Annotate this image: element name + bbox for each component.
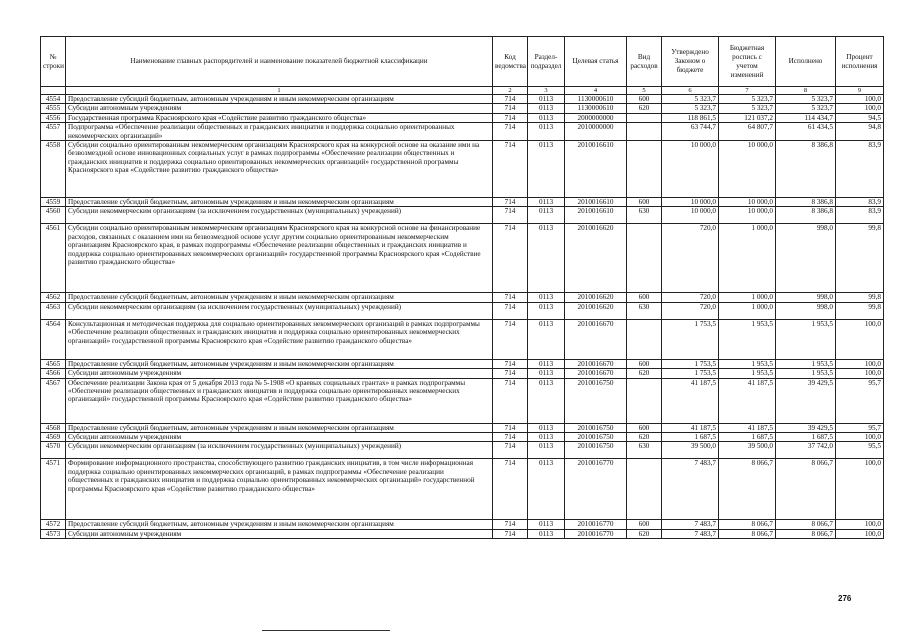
row-percent: 100,0 — [836, 369, 884, 378]
row-executed: 114 434,7 — [776, 113, 836, 122]
table-row — [41, 423, 884, 432]
row-target-item: 2010016610 — [565, 141, 627, 198]
row-percent: 100,0 — [836, 104, 884, 113]
row-section: 0113 — [528, 442, 565, 459]
row-section: 0113 — [528, 369, 565, 378]
row-percent: 99,8 — [836, 293, 884, 302]
row-executed: 37 742,0 — [776, 442, 836, 459]
row-expense-type: 630 — [627, 302, 662, 319]
row-expense-type: 600 — [627, 359, 662, 368]
row-target-item: 2010016770 — [565, 459, 627, 520]
row-approved: 1 753,5 — [662, 369, 719, 378]
table-header-row — [41, 37, 884, 87]
column-number: 6 — [662, 87, 719, 95]
row-budget-list: 5 323,7 — [719, 104, 776, 113]
row-target-item: 2010016670 — [565, 369, 627, 378]
row-percent: 100,0 — [836, 433, 884, 442]
row-number: 4555 — [41, 104, 66, 113]
table-row — [41, 442, 884, 459]
row-target-item: 2010016750 — [565, 442, 627, 459]
row-number: 4557 — [41, 123, 66, 141]
row-budget-list: 64 807,7 — [719, 123, 776, 141]
row-expense-type — [627, 378, 662, 423]
row-section: 0113 — [528, 459, 565, 520]
column-number: 3 — [528, 87, 565, 95]
row-percent: 100,0 — [836, 520, 884, 529]
row-target-item: 2000000000 — [565, 113, 627, 122]
table-row — [41, 433, 884, 442]
row-dept-code: 714 — [493, 113, 528, 122]
row-name: Субсидии автономным учреждениям — [66, 104, 493, 113]
row-target-item: 2010016610 — [565, 198, 627, 207]
row-section: 0113 — [528, 319, 565, 359]
row-approved: 10 000,0 — [662, 141, 719, 198]
row-expense-type — [627, 113, 662, 122]
row-approved: 7 483,7 — [662, 520, 719, 529]
row-budget-list: 1 000,0 — [719, 293, 776, 302]
row-approved: 7 483,7 — [662, 459, 719, 520]
column-number: 9 — [836, 87, 884, 95]
row-percent: 100,0 — [836, 529, 884, 538]
row-budget-list: 1 000,0 — [719, 302, 776, 319]
row-dept-code: 714 — [493, 359, 528, 368]
row-approved: 5 323,7 — [662, 95, 719, 104]
row-executed: 8 066,7 — [776, 529, 836, 538]
table-row — [41, 369, 884, 378]
row-dept-code: 714 — [493, 369, 528, 378]
row-budget-list: 1 953,5 — [719, 319, 776, 359]
row-approved: 5 323,7 — [662, 104, 719, 113]
row-executed: 39 429,5 — [776, 423, 836, 432]
table-row — [41, 319, 884, 359]
row-executed: 998,0 — [776, 224, 836, 293]
row-dept-code: 714 — [493, 95, 528, 104]
row-dept-code: 714 — [493, 529, 528, 538]
row-name: Предоставление субсидий бюджетным, автономным учреждениям и иным некоммерческим организациям — [66, 198, 493, 207]
row-approved: 39 500,0 — [662, 442, 719, 459]
header-percent: Процент исполнения — [836, 37, 884, 87]
row-approved: 720,0 — [662, 224, 719, 293]
row-percent: 83,9 — [836, 198, 884, 207]
row-number: 4558 — [41, 141, 66, 198]
row-name: Субсидии автономным учреждениям — [66, 369, 493, 378]
table-row — [41, 95, 884, 104]
row-expense-type: 620 — [627, 369, 662, 378]
row-name: Консультационная и методическая поддержка для социально ориентированных некоммерческих организаций в рамках подпрограммы «Обеспечение реализации общественных и гражданских инициатив и поддержка социально ориентированных некоммерческих организаций» государственной программы Красноярского края «Содействие развитию гражданского общества» — [66, 319, 493, 359]
row-percent: 100,0 — [836, 95, 884, 104]
row-name: Субсидии некоммерческим организациям (за исключением государственных (муниципальных) учреждений) — [66, 442, 493, 459]
row-dept-code: 714 — [493, 378, 528, 423]
row-budget-list: 10 000,0 — [719, 141, 776, 198]
row-expense-type: 620 — [627, 433, 662, 442]
row-section: 0113 — [528, 378, 565, 423]
row-expense-type — [627, 123, 662, 141]
row-target-item: 2010016610 — [565, 207, 627, 224]
row-target-item: 2010016670 — [565, 319, 627, 359]
row-executed: 8 386,8 — [776, 207, 836, 224]
table-row — [41, 529, 884, 538]
header-section: Раздел-подраздел — [528, 37, 565, 87]
row-approved: 720,0 — [662, 302, 719, 319]
row-dept-code: 714 — [493, 293, 528, 302]
row-name: Субсидии социально ориентированным некоммерческим организациям Красноярского края на конкурсной основе на финансирование расходов, связанных с оказанием ими на безвозмездной основе услуг другим социально ориентированным некоммерческим организациям Красноярского края, в рамках подпрограммы «Обеспечение реализации общественных и гражданских инициатив и поддержка социально ориентированных некоммерческих организаций» государственной программы Красноярского края «Содействие развитию гражданского общества» — [66, 224, 493, 293]
row-target-item: 2010016670 — [565, 359, 627, 368]
row-name: Государственная программа Красноярского края «Содействие развитию гражданского общества» — [66, 113, 493, 122]
row-dept-code: 714 — [493, 442, 528, 459]
column-number: 8 — [776, 87, 836, 95]
row-percent: 95,5 — [836, 442, 884, 459]
row-executed: 8 386,8 — [776, 198, 836, 207]
row-budget-list: 1 953,5 — [719, 359, 776, 368]
row-dept-code: 714 — [493, 319, 528, 359]
row-number: 4573 — [41, 529, 66, 538]
row-number: 4563 — [41, 302, 66, 319]
budget-table — [40, 36, 884, 539]
row-executed: 1 953,5 — [776, 359, 836, 368]
row-number: 4566 — [41, 369, 66, 378]
row-budget-list: 10 000,0 — [719, 207, 776, 224]
row-executed: 5 323,7 — [776, 104, 836, 113]
table-row — [41, 378, 884, 423]
row-section: 0113 — [528, 207, 565, 224]
row-expense-type: 600 — [627, 520, 662, 529]
row-budget-list: 5 323,7 — [719, 95, 776, 104]
row-expense-type — [627, 141, 662, 198]
row-executed: 8 066,7 — [776, 520, 836, 529]
column-number: 4 — [565, 87, 627, 95]
row-percent: 94,8 — [836, 123, 884, 141]
row-approved: 41 187,5 — [662, 423, 719, 432]
row-section: 0113 — [528, 123, 565, 141]
row-number: 4556 — [41, 113, 66, 122]
row-budget-list: 8 066,7 — [719, 459, 776, 520]
row-section: 0113 — [528, 529, 565, 538]
row-dept-code: 714 — [493, 198, 528, 207]
row-name: Подпрограмма «Обеспечение реализации общественных и гражданских инициатив и поддержка социально ориентированных некоммерческих организаций» — [66, 123, 493, 141]
row-number: 4567 — [41, 378, 66, 423]
table-row — [41, 198, 884, 207]
row-executed: 1 953,5 — [776, 369, 836, 378]
row-executed: 998,0 — [776, 302, 836, 319]
row-dept-code: 714 — [493, 520, 528, 529]
row-expense-type: 600 — [627, 293, 662, 302]
table-row — [41, 293, 884, 302]
row-section: 0113 — [528, 198, 565, 207]
row-approved: 63 744,7 — [662, 123, 719, 141]
table-row — [41, 359, 884, 368]
table-row — [41, 113, 884, 122]
row-executed: 1 687,5 — [776, 433, 836, 442]
row-executed: 39 429,5 — [776, 378, 836, 423]
row-approved: 720,0 — [662, 293, 719, 302]
row-section: 0113 — [528, 141, 565, 198]
row-name: Субсидии автономным учреждениям — [66, 433, 493, 442]
column-number: 2 — [493, 87, 528, 95]
row-percent: 83,9 — [836, 207, 884, 224]
row-section: 0113 — [528, 423, 565, 432]
row-number: 4565 — [41, 359, 66, 368]
row-dept-code: 714 — [493, 459, 528, 520]
row-name: Субсидии социально ориентированным некоммерческим организациям Красноярского края на конкурсной основе на оказание ими на безвозмездной основе инновационных социальных услуг в рамках подпрограммы «Обеспечение реализации общественных и гражданских инициатив и поддержка социально ориентированных некоммерческих организаций» государственной программы Красноярского края «Содействие развитию гражданского общества» — [66, 141, 493, 198]
header-expense-type: Вид расходов — [627, 37, 662, 87]
row-number: 4570 — [41, 442, 66, 459]
row-dept-code: 714 — [493, 104, 528, 113]
row-dept-code: 714 — [493, 224, 528, 293]
row-executed: 8 066,7 — [776, 459, 836, 520]
row-approved: 1 687,5 — [662, 433, 719, 442]
table-row — [41, 302, 884, 319]
row-expense-type: 620 — [627, 529, 662, 538]
row-percent: 95,7 — [836, 378, 884, 423]
row-percent: 100,0 — [836, 319, 884, 359]
row-executed: 61 434,5 — [776, 123, 836, 141]
row-target-item: 2010016750 — [565, 423, 627, 432]
row-target-item: 1130000610 — [565, 95, 627, 104]
row-section: 0113 — [528, 224, 565, 293]
row-number: 4572 — [41, 520, 66, 529]
row-target-item: 2010000000 — [565, 123, 627, 141]
row-section: 0113 — [528, 520, 565, 529]
row-budget-list: 8 066,7 — [719, 529, 776, 538]
row-executed: 998,0 — [776, 293, 836, 302]
row-target-item: 2010016750 — [565, 433, 627, 442]
row-executed: 5 323,7 — [776, 95, 836, 104]
table-row — [41, 459, 884, 520]
row-percent: 95,7 — [836, 423, 884, 432]
row-number: 4571 — [41, 459, 66, 520]
row-dept-code: 714 — [493, 433, 528, 442]
column-number-row — [41, 87, 884, 95]
row-budget-list: 39 500,0 — [719, 442, 776, 459]
row-dept-code: 714 — [493, 302, 528, 319]
row-expense-type — [627, 224, 662, 293]
row-section: 0113 — [528, 302, 565, 319]
table-row — [41, 141, 884, 198]
row-budget-list: 10 000,0 — [719, 198, 776, 207]
table-row — [41, 520, 884, 529]
row-name: Субсидии некоммерческим организациям (за исключением государственных (муниципальных) учреждений) — [66, 302, 493, 319]
table-row — [41, 123, 884, 141]
row-expense-type: 600 — [627, 423, 662, 432]
header-row-number: № строки — [41, 37, 66, 87]
row-target-item: 1130000610 — [565, 104, 627, 113]
header-executed: Исполнено — [776, 37, 836, 87]
row-dept-code: 714 — [493, 423, 528, 432]
column-number: 7 — [719, 87, 776, 95]
header-target-item: Целевая статья — [565, 37, 627, 87]
table-row — [41, 207, 884, 224]
footer-rule — [262, 630, 390, 631]
column-number: 1 — [66, 87, 493, 95]
row-number: 4561 — [41, 224, 66, 293]
row-number: 4564 — [41, 319, 66, 359]
row-name: Предоставление субсидий бюджетным, автономным учреждениям и иным некоммерческим организациям — [66, 95, 493, 104]
row-budget-list: 121 037,2 — [719, 113, 776, 122]
row-expense-type: 600 — [627, 95, 662, 104]
row-section: 0113 — [528, 104, 565, 113]
row-name: Обеспечение реализации Закона края от 5 декабря 2013 года № 5-1908 «О краевых социальных грантах» в рамках подпрограммы «Обеспечение реализации общественных и гражданских инициатив и поддержка социально ориентированных некоммерческих организаций» государственной программы Красноярского края «Содействие развитию гражданского общества» — [66, 378, 493, 423]
row-name: Предоставление субсидий бюджетным, автономным учреждениям и иным некоммерческим организациям — [66, 359, 493, 368]
row-name: Предоставление субсидий бюджетным, автономным учреждениям и иным некоммерческим организациям — [66, 520, 493, 529]
row-percent: 99,8 — [836, 302, 884, 319]
row-percent: 100,0 — [836, 359, 884, 368]
row-approved: 1 753,5 — [662, 319, 719, 359]
row-section: 0113 — [528, 359, 565, 368]
row-number: 4562 — [41, 293, 66, 302]
row-section: 0113 — [528, 433, 565, 442]
row-dept-code: 714 — [493, 207, 528, 224]
row-number: 4568 — [41, 423, 66, 432]
table-body — [41, 95, 884, 539]
row-name: Формирование информационного пространства, способствующего развитию гражданских инициатив, в том числе информационная поддержка социально ориентированных некоммерческих организаций, в рамках подпрограммы «Обеспечение реализации общественных и гражданских инициатив и поддержка социально ориентированных некоммерческих организаций» государственной программы Красноярского края «Содействие развитию гражданского общества» — [66, 459, 493, 520]
column-number — [41, 87, 66, 95]
row-section: 0113 — [528, 95, 565, 104]
row-approved: 7 483,7 — [662, 529, 719, 538]
row-executed: 8 386,8 — [776, 141, 836, 198]
page-number: 276 — [838, 594, 852, 603]
row-budget-list: 1 000,0 — [719, 224, 776, 293]
row-percent: 94,5 — [836, 113, 884, 122]
row-number: 4569 — [41, 433, 66, 442]
row-budget-list: 41 187,5 — [719, 378, 776, 423]
table-row — [41, 104, 884, 113]
row-number: 4559 — [41, 198, 66, 207]
row-executed: 1 953,5 — [776, 319, 836, 359]
row-percent: 83,9 — [836, 141, 884, 198]
row-name: Предоставление субсидий бюджетным, автономным учреждениям и иным некоммерческим организациям — [66, 293, 493, 302]
table-row — [41, 224, 884, 293]
row-approved: 10 000,0 — [662, 198, 719, 207]
row-budget-list: 41 187,5 — [719, 423, 776, 432]
row-percent: 100,0 — [836, 459, 884, 520]
row-expense-type — [627, 459, 662, 520]
row-target-item: 2010016620 — [565, 224, 627, 293]
row-target-item: 2010016750 — [565, 378, 627, 423]
row-budget-list: 1 687,5 — [719, 433, 776, 442]
row-section: 0113 — [528, 293, 565, 302]
row-name: Субсидии некоммерческим организациям (за исключением государственных (муниципальных) учреждений) — [66, 207, 493, 224]
row-approved: 1 753,5 — [662, 359, 719, 368]
row-expense-type: 630 — [627, 207, 662, 224]
row-approved: 41 187,5 — [662, 378, 719, 423]
row-expense-type — [627, 319, 662, 359]
row-percent: 99,8 — [836, 224, 884, 293]
row-name: Предоставление субсидий бюджетным, автономным учреждениям и иным некоммерческим организациям — [66, 423, 493, 432]
header-dept-code: Код ведомства — [493, 37, 528, 87]
header-budget-list: Бюджетная роспись с учетом изменений — [719, 37, 776, 87]
row-approved: 118 861,5 — [662, 113, 719, 122]
row-dept-code: 714 — [493, 123, 528, 141]
row-budget-list: 8 066,7 — [719, 520, 776, 529]
row-target-item: 2010016620 — [565, 302, 627, 319]
row-approved: 10 000,0 — [662, 207, 719, 224]
row-name: Субсидии автономным учреждениям — [66, 529, 493, 538]
row-target-item: 2010016620 — [565, 293, 627, 302]
row-target-item: 2010016770 — [565, 520, 627, 529]
row-dept-code: 714 — [493, 141, 528, 198]
row-target-item: 2010016770 — [565, 529, 627, 538]
row-expense-type: 600 — [627, 198, 662, 207]
column-number: 5 — [627, 87, 662, 95]
row-section: 0113 — [528, 113, 565, 122]
row-expense-type: 620 — [627, 104, 662, 113]
row-expense-type: 630 — [627, 442, 662, 459]
row-number: 4554 — [41, 95, 66, 104]
row-number: 4560 — [41, 207, 66, 224]
row-budget-list: 1 953,5 — [719, 369, 776, 378]
header-name: Наименование главных распорядителей и наименование показателей бюджетной классификации — [66, 37, 493, 87]
header-approved: Утверждено Законом о бюджете — [662, 37, 719, 87]
